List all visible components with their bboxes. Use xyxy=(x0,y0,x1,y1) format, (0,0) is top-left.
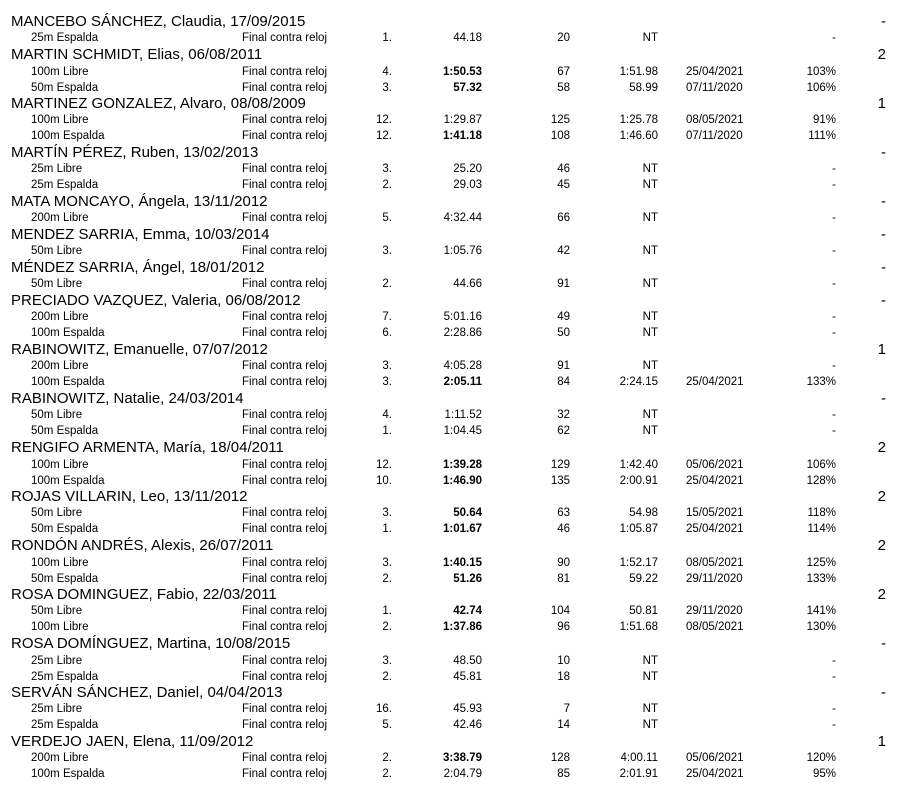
athlete-count: 1 xyxy=(877,341,886,358)
event-round: Final contra reloj xyxy=(242,32,328,44)
event-prev: 2:01.91 xyxy=(619,768,658,780)
event-time: 57.32 xyxy=(453,82,482,94)
event-place: 3. xyxy=(382,376,392,388)
event-prev: NT xyxy=(642,671,658,683)
athlete-count: - xyxy=(881,144,886,161)
event-pct: - xyxy=(832,719,836,731)
athlete-header: PRECIADO VAZQUEZ, Valeria, 06/08/2012 xyxy=(11,292,301,309)
event-points: 91 xyxy=(557,360,570,372)
event-time: 51.26 xyxy=(453,573,482,585)
event-round: Final contra reloj xyxy=(242,768,328,780)
event-round: Final contra reloj xyxy=(242,66,328,78)
athlete-header: RABINOWITZ, Natalie, 24/03/2014 xyxy=(11,390,244,407)
event-place: 3. xyxy=(382,163,392,175)
athlete-count: 2 xyxy=(877,537,886,554)
athlete-header: RENGIFO ARMENTA, María, 18/04/2011 xyxy=(11,439,284,456)
event-place: 10. xyxy=(376,475,392,487)
event-time: 2:04.79 xyxy=(443,768,482,780)
event-time: 44.66 xyxy=(453,278,482,290)
event-pct: 91% xyxy=(812,114,836,126)
athlete-header: MANCEBO SÁNCHEZ, Claudia, 17/09/2015 xyxy=(11,13,306,30)
event-event: 200m Libre xyxy=(31,212,89,224)
event-prev: 4:00.11 xyxy=(620,752,658,764)
event-points: 20 xyxy=(557,32,570,44)
event-points: 14 xyxy=(557,719,570,731)
event-points: 81 xyxy=(557,573,570,585)
event-points: 96 xyxy=(557,621,570,633)
event-prev: NT xyxy=(642,163,658,175)
event-pct: - xyxy=(832,327,836,339)
event-pct: 130% xyxy=(806,621,836,633)
event-time: 1:37.86 xyxy=(442,621,482,633)
event-prev: NT xyxy=(642,311,658,323)
event-event: 50m Libre xyxy=(31,278,83,290)
event-pct: 133% xyxy=(806,376,836,388)
event-time: 48.50 xyxy=(453,655,482,667)
event-points: 90 xyxy=(557,557,570,569)
event-round: Final contra reloj xyxy=(242,507,328,519)
event-round: Final contra reloj xyxy=(242,212,328,224)
event-prev: NT xyxy=(642,179,658,191)
event-place: 12. xyxy=(376,114,392,126)
athlete-count: 2 xyxy=(877,488,886,505)
event-pct: - xyxy=(832,212,836,224)
event-event: 50m Libre xyxy=(31,409,83,421)
event-time: 1:39.28 xyxy=(442,459,482,471)
athlete-count: - xyxy=(881,635,886,652)
event-points: 42 xyxy=(557,245,570,257)
event-event: 100m Libre xyxy=(31,114,89,126)
event-event: 25m Espalda xyxy=(31,671,99,683)
event-event: 100m Espalda xyxy=(31,327,105,339)
event-place: 3. xyxy=(382,82,392,94)
event-time: 5:01.16 xyxy=(443,311,482,323)
event-event: 50m Libre xyxy=(31,507,83,519)
event-place: 2. xyxy=(382,768,392,780)
event-date: 29/11/2020 xyxy=(686,605,743,617)
event-place: 1. xyxy=(382,425,392,437)
event-pct: - xyxy=(832,425,836,437)
event-place: 4. xyxy=(382,409,392,421)
event-round: Final contra reloj xyxy=(242,409,328,421)
event-pct: 95% xyxy=(812,768,836,780)
event-time: 1:04.45 xyxy=(443,425,482,437)
event-place: 3. xyxy=(382,507,392,519)
event-time: 2:05.11 xyxy=(443,376,482,388)
event-points: 58 xyxy=(557,82,570,94)
athlete-count: 2 xyxy=(877,439,886,456)
event-prev: 1:51.98 xyxy=(619,66,658,78)
event-event: 100m Espalda xyxy=(31,768,105,780)
event-pct: 106% xyxy=(806,82,836,94)
event-time: 3:38.79 xyxy=(442,752,482,764)
event-round: Final contra reloj xyxy=(242,376,328,388)
event-date: 05/06/2021 xyxy=(686,459,744,471)
event-pct: 128% xyxy=(806,475,836,487)
event-points: 18 xyxy=(557,671,570,683)
event-prev: NT xyxy=(642,719,658,731)
event-prev: 58.99 xyxy=(629,82,658,94)
event-time: 1:41.18 xyxy=(442,130,482,142)
athlete-header: MARTÍN PÉREZ, Ruben, 13/02/2013 xyxy=(11,144,259,161)
event-place: 1. xyxy=(382,523,392,535)
athlete-header: VERDEJO JAEN, Elena, 11/09/2012 xyxy=(11,733,254,750)
event-round: Final contra reloj xyxy=(242,82,328,94)
event-event: 50m Libre xyxy=(31,605,83,617)
athlete-count: 1 xyxy=(877,733,886,750)
athlete-count: - xyxy=(881,292,886,309)
event-time: 2:28.86 xyxy=(443,327,482,339)
event-prev: 59.22 xyxy=(629,573,658,585)
event-prev: 2:00.91 xyxy=(619,475,658,487)
event-event: 200m Libre xyxy=(31,360,89,372)
event-round: Final contra reloj xyxy=(242,327,328,339)
event-round: Final contra reloj xyxy=(242,130,328,142)
event-date: 08/05/2021 xyxy=(686,557,744,569)
event-date: 25/04/2021 xyxy=(686,66,744,78)
event-place: 6. xyxy=(382,327,392,339)
athlete-count: - xyxy=(881,259,886,276)
event-prev: 1:42.40 xyxy=(619,459,658,471)
event-pct: 125% xyxy=(806,557,836,569)
event-points: 91 xyxy=(557,278,570,290)
event-prev: NT xyxy=(642,425,658,437)
event-prev: 1:25.78 xyxy=(619,114,658,126)
event-place: 2. xyxy=(382,671,392,683)
event-place: 7. xyxy=(382,311,392,323)
event-round: Final contra reloj xyxy=(242,459,328,471)
event-prev: NT xyxy=(642,278,658,290)
event-place: 5. xyxy=(382,212,392,224)
event-round: Final contra reloj xyxy=(242,179,328,191)
event-round: Final contra reloj xyxy=(242,245,328,257)
event-event: 200m Libre xyxy=(31,311,89,323)
athlete-count: - xyxy=(881,193,886,210)
event-pct: 120% xyxy=(806,752,836,764)
event-points: 84 xyxy=(557,376,570,388)
event-time: 1:11.52 xyxy=(444,409,482,421)
event-event: 100m Libre xyxy=(31,459,89,471)
event-place: 12. xyxy=(376,459,392,471)
event-event: 100m Espalda xyxy=(31,130,105,142)
event-time: 4:32.44 xyxy=(443,212,482,224)
event-round: Final contra reloj xyxy=(242,425,328,437)
event-date: 25/04/2021 xyxy=(686,475,744,487)
event-pct: - xyxy=(832,278,836,290)
event-prev: 1:46.60 xyxy=(619,130,658,142)
event-round: Final contra reloj xyxy=(242,557,328,569)
event-points: 66 xyxy=(557,212,570,224)
event-points: 10 xyxy=(557,655,570,667)
event-event: 50m Espalda xyxy=(31,573,99,585)
event-time: 44.18 xyxy=(453,32,482,44)
athlete-header: SERVÁN SÁNCHEZ, Daniel, 04/04/2013 xyxy=(11,684,283,701)
event-place: 3. xyxy=(382,655,392,667)
event-date: 29/11/2020 xyxy=(686,573,743,585)
event-place: 1. xyxy=(382,605,392,617)
event-time: 50.64 xyxy=(453,507,482,519)
event-prev: 54.98 xyxy=(629,507,658,519)
event-prev: NT xyxy=(642,327,658,339)
event-event: 25m Libre xyxy=(31,163,83,175)
event-prev: NT xyxy=(642,703,658,715)
event-place: 16. xyxy=(376,703,392,715)
event-pct: - xyxy=(832,179,836,191)
event-date: 25/04/2021 xyxy=(686,376,744,388)
event-prev: 1:05.87 xyxy=(619,523,658,535)
event-date: 08/05/2021 xyxy=(686,621,744,633)
athlete-count: 2 xyxy=(877,46,886,63)
event-round: Final contra reloj xyxy=(242,719,328,731)
event-event: 100m Espalda xyxy=(31,475,105,487)
event-points: 49 xyxy=(557,311,570,323)
event-pct: - xyxy=(832,671,836,683)
event-place: 3. xyxy=(382,557,392,569)
event-pct: 114% xyxy=(807,523,836,535)
event-place: 3. xyxy=(382,245,392,257)
event-time: 42.46 xyxy=(453,719,482,731)
event-points: 128 xyxy=(550,752,570,764)
athlete-count: 2 xyxy=(877,586,886,603)
event-prev: 50.81 xyxy=(629,605,658,617)
event-event: 100m Libre xyxy=(31,66,89,78)
event-pct: - xyxy=(832,32,836,44)
event-event: 100m Espalda xyxy=(31,376,105,388)
event-pct: 103% xyxy=(806,66,836,78)
event-points: 135 xyxy=(550,475,570,487)
event-pct: 141% xyxy=(806,605,836,617)
event-points: 67 xyxy=(557,66,570,78)
event-place: 2. xyxy=(382,621,392,633)
event-pct: - xyxy=(832,703,836,715)
athlete-count: - xyxy=(881,13,886,30)
event-points: 104 xyxy=(550,605,570,617)
event-round: Final contra reloj xyxy=(242,752,328,764)
event-pct: - xyxy=(832,655,836,667)
event-points: 32 xyxy=(557,409,570,421)
event-place: 12. xyxy=(376,130,392,142)
event-pct: - xyxy=(832,245,836,257)
event-event: 25m Espalda xyxy=(31,32,99,44)
event-points: 125 xyxy=(550,114,570,126)
event-place: 3. xyxy=(382,360,392,372)
event-event: 25m Espalda xyxy=(31,179,99,191)
athlete-header: RABINOWITZ, Emanuelle, 07/07/2012 xyxy=(11,341,268,358)
event-event: 25m Espalda xyxy=(31,719,99,731)
event-event: 50m Espalda xyxy=(31,82,99,94)
event-points: 46 xyxy=(557,523,570,535)
event-time: 4:05.28 xyxy=(443,360,482,372)
event-time: 29.03 xyxy=(453,179,482,191)
event-prev: NT xyxy=(642,245,658,257)
event-date: 15/05/2021 xyxy=(686,507,744,519)
event-round: Final contra reloj xyxy=(242,163,328,175)
event-date: 25/04/2021 xyxy=(686,523,744,535)
event-round: Final contra reloj xyxy=(242,621,328,633)
event-place: 5. xyxy=(382,719,392,731)
event-pct: 118% xyxy=(807,507,836,519)
event-round: Final contra reloj xyxy=(242,475,328,487)
event-pct: 133% xyxy=(806,573,836,585)
event-place: 2. xyxy=(382,752,392,764)
event-points: 45 xyxy=(557,179,570,191)
event-place: 2. xyxy=(382,179,392,191)
event-round: Final contra reloj xyxy=(242,703,328,715)
athlete-header: ROSA DOMINGUEZ, Fabio, 22/03/2011 xyxy=(11,586,277,603)
event-pct: - xyxy=(832,409,836,421)
event-date: 25/04/2021 xyxy=(686,768,744,780)
athlete-header: ROSA DOMÍNGUEZ, Martina, 10/08/2015 xyxy=(11,635,291,652)
event-date: 07/11/2020 xyxy=(686,82,743,94)
athlete-header: MÉNDEZ SARRIA, Ángel, 18/01/2012 xyxy=(11,259,265,276)
event-round: Final contra reloj xyxy=(242,655,328,667)
event-time: 1:01.67 xyxy=(442,523,482,535)
event-event: 200m Libre xyxy=(31,752,89,764)
event-points: 85 xyxy=(557,768,570,780)
event-round: Final contra reloj xyxy=(242,605,328,617)
event-date: 05/06/2021 xyxy=(686,752,744,764)
event-points: 46 xyxy=(557,163,570,175)
athlete-header: ROJAS VILLARIN, Leo, 13/11/2012 xyxy=(11,488,248,505)
athlete-count: - xyxy=(881,226,886,243)
event-time: 1:40.15 xyxy=(442,557,482,569)
event-round: Final contra reloj xyxy=(242,573,328,585)
event-pct: - xyxy=(832,311,836,323)
athlete-count: - xyxy=(881,684,886,701)
event-event: 50m Espalda xyxy=(31,425,99,437)
athlete-header: MENDEZ SARRIA, Emma, 10/03/2014 xyxy=(11,226,270,243)
event-prev: 1:52.17 xyxy=(619,557,658,569)
event-prev: NT xyxy=(642,32,658,44)
event-place: 1. xyxy=(382,32,392,44)
event-prev: NT xyxy=(642,360,658,372)
event-pct: 106% xyxy=(806,459,836,471)
event-place: 2. xyxy=(382,573,392,585)
event-round: Final contra reloj xyxy=(242,311,328,323)
event-time: 25.20 xyxy=(453,163,482,175)
event-round: Final contra reloj xyxy=(242,360,328,372)
event-points: 50 xyxy=(557,327,570,339)
event-time: 45.81 xyxy=(453,671,482,683)
event-event: 25m Libre xyxy=(31,703,83,715)
athlete-count: - xyxy=(881,390,886,407)
event-points: 108 xyxy=(550,130,570,142)
event-event: 50m Libre xyxy=(31,245,83,257)
athlete-count: 1 xyxy=(877,95,886,112)
event-time: 45.93 xyxy=(453,703,482,715)
event-time: 1:29.87 xyxy=(443,114,482,126)
event-event: 50m Espalda xyxy=(31,523,99,535)
athlete-header: MATA MONCAYO, Ángela, 13/11/2012 xyxy=(11,193,268,210)
event-pct: 111% xyxy=(808,130,836,142)
event-time: 1:05.76 xyxy=(443,245,482,257)
event-date: 07/11/2020 xyxy=(686,130,743,142)
event-points: 129 xyxy=(550,459,570,471)
athlete-header: MARTIN SCHMIDT, Elias, 06/08/2011 xyxy=(11,46,263,63)
event-pct: - xyxy=(832,360,836,372)
athlete-header: RONDÓN ANDRÉS, Alexis, 26/07/2011 xyxy=(11,537,274,554)
event-prev: 2:24.15 xyxy=(619,376,658,388)
event-points: 7 xyxy=(563,703,570,715)
event-place: 4. xyxy=(382,66,392,78)
athlete-header: MARTINEZ GONZALEZ, Alvaro, 08/08/2009 xyxy=(11,95,306,112)
event-round: Final contra reloj xyxy=(242,671,328,683)
event-prev: NT xyxy=(642,655,658,667)
event-prev: 1:51.68 xyxy=(619,621,658,633)
event-time: 42.74 xyxy=(453,605,482,617)
event-time: 1:46.90 xyxy=(442,475,482,487)
event-round: Final contra reloj xyxy=(242,278,328,290)
event-prev: NT xyxy=(642,409,658,421)
event-place: 2. xyxy=(382,278,392,290)
event-round: Final contra reloj xyxy=(242,523,328,535)
event-prev: NT xyxy=(642,212,658,224)
event-event: 100m Libre xyxy=(31,621,89,633)
event-date: 08/05/2021 xyxy=(686,114,744,126)
event-event: 25m Libre xyxy=(31,655,83,667)
event-points: 62 xyxy=(557,425,570,437)
event-points: 63 xyxy=(557,507,570,519)
event-pct: - xyxy=(832,163,836,175)
event-round: Final contra reloj xyxy=(242,114,328,126)
event-time: 1:50.53 xyxy=(442,66,482,78)
event-event: 100m Libre xyxy=(31,557,89,569)
